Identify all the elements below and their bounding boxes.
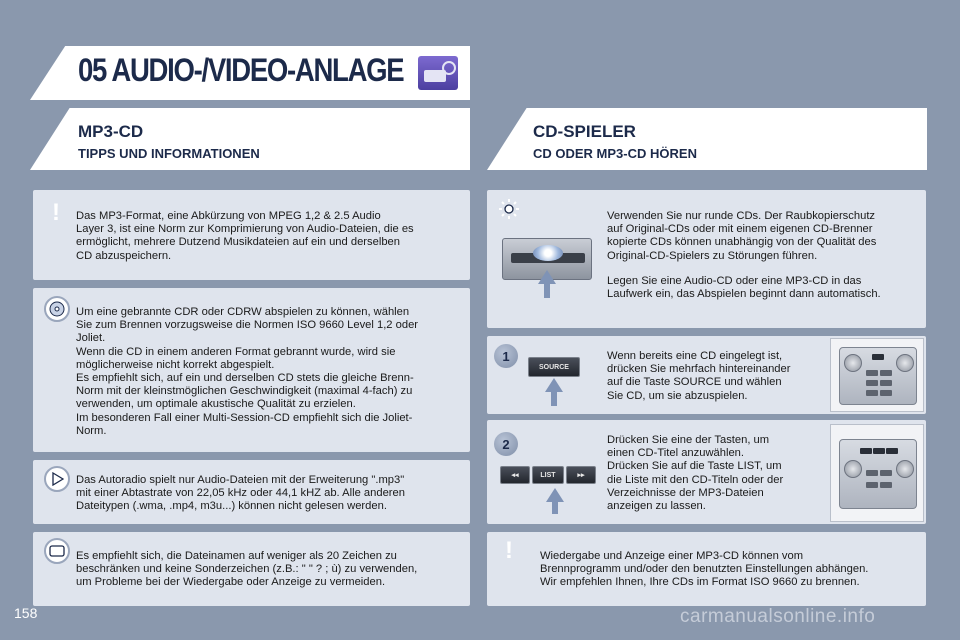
text-line: Legen Sie eine Audio-CD oder eine MP3-CD in das: [607, 274, 862, 287]
page-number: 158: [14, 605, 38, 621]
step-number-1: 1: [494, 344, 518, 368]
watermark: carmanualsonline.info: [680, 606, 876, 627]
arrow-up-icon: [546, 488, 564, 502]
text-line: Dateitypen (.wma, .mp4, m3u...) können nicht gelesen werden.: [76, 500, 387, 513]
text-line: Sie CD, um sie abzuspielen.: [607, 389, 748, 402]
key: [886, 448, 898, 454]
text-line: Drücken Sie eine der Tasten, um: [607, 434, 770, 446]
key: [866, 370, 878, 376]
text-line: Es empfiehlt sich, auf ein und derselben CD stets die gleiche Brenn-: [76, 372, 414, 385]
left-section-subtitle: TIPPS UND INFORMATIONEN: [78, 146, 260, 161]
text-line: Layer 3, ist eine Norm zur Komprimierung von Audio-Dateien, die es: [76, 223, 414, 236]
step-text-source: [607, 350, 827, 403]
radio-panel-illustration-1: [830, 338, 924, 412]
key: [866, 470, 878, 476]
text-line: Brennprogramm und/oder den benutzten Einstellungen abhängen.: [540, 563, 869, 576]
text-line: Verzeichnisse der MP3-Dateien: [607, 486, 764, 499]
chapter-title: 05 AUDIO-/VIDEO-ANLAGE: [78, 52, 404, 88]
arrow-stem: [552, 502, 558, 514]
info-text-round-cds: [607, 210, 923, 301]
arrow-stem: [544, 284, 550, 298]
key: [860, 448, 872, 454]
knob-icon: [896, 460, 914, 478]
info-text-burning: [76, 306, 468, 438]
knob-icon: [896, 354, 914, 372]
step-text-list: [607, 434, 829, 513]
left-section-title: MP3-CD: [78, 122, 144, 141]
radio-panel-illustration-2: [830, 424, 924, 522]
play-icon-svg: [50, 472, 64, 486]
previous-track-button: ◂◂: [500, 466, 530, 484]
radio-panel: [839, 347, 917, 405]
arrow-up-icon: [545, 378, 563, 392]
sun-icon-svg: [498, 198, 520, 220]
info-text-mp3-playback: [540, 550, 924, 590]
sun-icon: [496, 196, 522, 222]
text-line: einen CD-Titel anzuwählen.: [607, 447, 745, 460]
warning-icon: !: [505, 537, 513, 564]
info-text-filenames: [76, 550, 468, 590]
key: [866, 482, 878, 488]
text-line: mit einer Abtastrate von 22,05 kHz oder 44,1 kHZ ab. Alle anderen: [76, 487, 405, 500]
arrow-up-icon: [538, 270, 556, 284]
text-line: Norm.: [76, 424, 107, 437]
key: [866, 380, 878, 386]
key: [873, 448, 885, 454]
source-key: [872, 354, 884, 360]
list-button: LIST: [532, 466, 564, 484]
text-line: CD abzuspeichern.: [76, 249, 172, 262]
text-line: auf Original-CDs oder mit einem eigenen CD-Brenner: [607, 223, 873, 236]
text-line: ermöglicht, mehrere Dutzend Musikdateien auf ein und derselben: [76, 236, 401, 249]
text-line: Laufwerk ein, das Abspielen beginnt dann automatisch.: [607, 288, 881, 301]
screen-icon-svg: [49, 545, 65, 557]
text-line: um Probleme bei der Wiedergabe oder Anzeige zu vermeiden.: [76, 576, 386, 589]
text-line: Wir empfehlen Ihnen, Ihre CDs im Format ISO 9660 zu brennen.: [540, 576, 860, 589]
audio-video-icon: [418, 56, 458, 90]
text-line: Joliet.: [76, 332, 106, 345]
text-line: Wiedergabe und Anzeige einer MP3-CD können vom: [540, 550, 804, 562]
text-line: beschränken und keine Sonderzeichen (z.B.: " " ? ; ù) zu verwenden,: [76, 563, 418, 576]
info-text-mp3-format: [76, 210, 466, 263]
info-text-file-types: [76, 474, 468, 514]
text-line: drücken Sie mehrfach hintereinander: [607, 363, 791, 376]
right-section-title: CD-SPIELER: [533, 122, 636, 141]
warning-icon: !: [52, 199, 60, 226]
text-line: kopierte CDs können unabhängig von der Qualität des: [607, 236, 877, 249]
text-line: Verwenden Sie nur runde CDs. Der Raubkopierschutz: [607, 210, 876, 222]
text-line: Sie zum Brennen vorzugsweise die Normen ISO 9660 Level 1,2 oder: [76, 319, 419, 332]
source-button: SOURCE: [528, 357, 580, 377]
key: [866, 390, 878, 396]
text-line: Original-CD-Spielers zu Störungen führen.: [607, 249, 818, 262]
text-line: die Liste mit den CD-Titeln oder der: [607, 473, 784, 486]
cd-icon: [44, 296, 70, 322]
screen-icon: [44, 538, 70, 564]
arrow-stem: [551, 392, 557, 406]
key: [880, 470, 892, 476]
disc-icon: [533, 245, 563, 261]
right-section-subtitle: CD ODER MP3-CD HÖREN: [533, 146, 697, 161]
key: [880, 390, 892, 396]
text-line: Drücken Sie auf die Taste LIST, um: [607, 460, 782, 473]
knob-icon: [844, 460, 862, 478]
text-line: Das MP3-Format, eine Abkürzung von MPEG 1,2 & 2.5 Audio: [76, 210, 381, 222]
key: [880, 482, 892, 488]
key: [880, 380, 892, 386]
text-line: Wenn die CD in einem anderen Format gebrannt wurde, wird sie: [76, 345, 396, 358]
text-line: Das Autoradio spielt nur Audio-Dateien mit der Erweiterung ".mp3": [76, 474, 405, 486]
radio-panel: [839, 439, 917, 509]
text-line: Im besonderen Fall einer Multi-Session-CD empfiehlt sich die Joliet-: [76, 411, 413, 424]
play-icon: [44, 466, 70, 492]
step-number-2: 2: [494, 432, 518, 456]
next-track-button: ▸▸: [566, 466, 596, 484]
knob-icon: [844, 354, 862, 372]
text-line: Um eine gebrannte CDR oder CDRW abspielen zu können, wählen: [76, 306, 410, 318]
text-line: Es empfiehlt sich, die Dateinamen auf weniger als 20 Zeichen zu: [76, 550, 397, 562]
text-line: auf die Taste SOURCE und wählen: [607, 376, 782, 389]
cd-icon-svg: [49, 301, 65, 317]
key: [880, 370, 892, 376]
text-line: Wenn bereits eine CD eingelegt ist,: [607, 350, 783, 362]
text-line: möglicherweise nicht korrekt abgespielt.: [76, 358, 275, 371]
text-line: anzeigen zu lassen.: [607, 500, 706, 513]
text-line: Norm mit der kleinstmöglichen Geschwindigkeit (maximal 4-fach) zu: [76, 385, 413, 398]
text-line: verwenden, um optimale akustische Qualität zu erzielen.: [76, 398, 356, 411]
